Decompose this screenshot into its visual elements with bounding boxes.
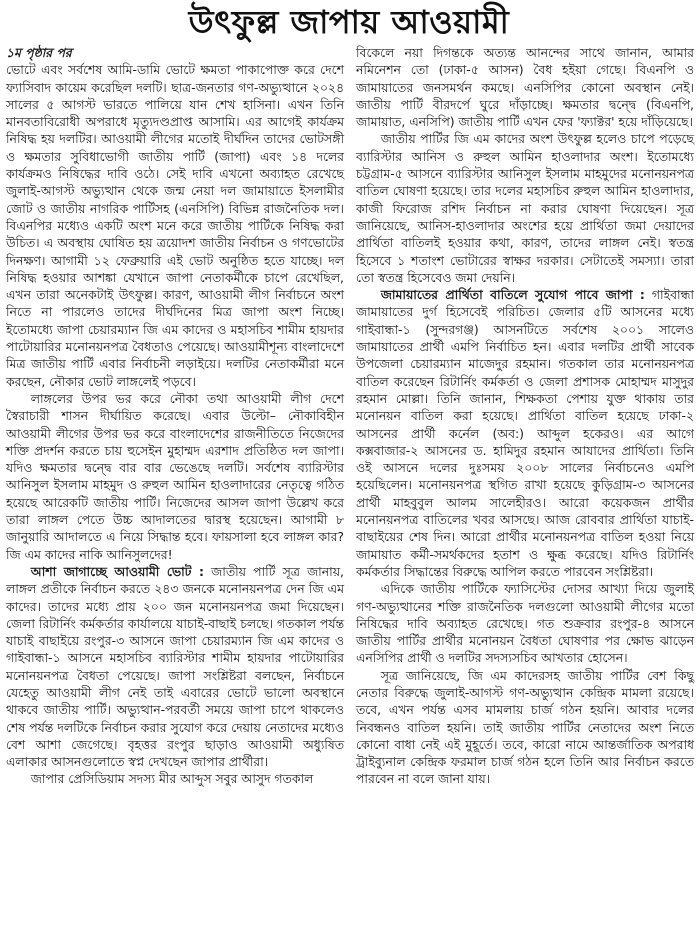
paragraph-text: জাতীয় পার্টি সূত্র জানায়, লাঙ্গল প্রতীকে নির্বাচন করতে ২৪৩ জনকে মনোনয়নপত্র দেন জি এম কাদের। তাদের মধ্যে প্রায় ২০০ জন মনোনয়নপত্র জমা দিয়েছেন। জেলা রিটার্নিং কর্মকর্তার কার্যালয়ে যাচাই-বাছাই চলছে। গতকাল পর্যন্ত যাচাই বাছাইয়ে রংপুর-৩ আসনে জাপা চেয়ারম্যান জি এম কাদের ও গাইবান্ধা-১ আসনে মহাসচিব ব্যারিস্টার শামীম হায়দার পাটোয়ারির মনোনয়নপত্র বৈধতা পেয়েছে। জাপা সংশ্লিষ্টরা বলছেন, নির্বাচনে যেহেতু আওয়ামী লীগ নেই তাই এবারের ভোটে ভালো অবস্থানে থাকবে জাতীয় পার্টি। অভ্যুত্থান-পরবর্তী সময়ে জাপা চাপে থাকলেও শেষ পর্যন্ত দলটিকে নির্বাচন করার সুযোগ করে দেয়ায় নেতাদের মধ্যেও বেশ আশা জেগেছে। বৃহত্তর রংপুর ছাড়াও আওয়ামী অধ্যুষিত এলাকার আসনগুলোতে স্বপ্ন দেখছেন জাপার প্রার্থীরা।	[6, 563, 344, 770]
continuation-kicker: ১ম পৃষ্ঠার পর	[6, 45, 72, 60]
paragraph-text: গাইবান্ধা জামায়াতের দুর্গ হিসেবেই পরিচিত। জেলার ৫টি আসনের মধ্যে গাইবান্ধা-১ (সুন্দরগঞ্জ) আসনটিতে সর্বশেষ ২০০১ সালেও জামায়াতের প্রার্থী এমপি নির্বাচিত হন। এবার দলটির প্রার্থী সাবেক উপজেলা চেয়ারম্যান মাজেদুর রহমান। গতকাল তার মনোনয়নপত্র বাতিল করেছেন রিটার্নিং কর্মকর্তা ও জেলা প্রশাসক মোহাম্মদ মাসুদুর রহমান মোল্লা। তিনি জানান, শিক্ষকতা পেশায় যুক্ত থাকায় তার মনোনয়ন বাতিল করা হয়েছে। প্রার্থিতা বাতিল হয়েছে ঢাকা-২ আসনের প্রার্থী কর্নেল (অব:) আব্দুল হকেরও। এর আগে কক্সবাজার-২ আসনের ড. হামিদুর রহমান আযাদের প্রার্থিতা। তিনি ওই আসনে দলের দুঃসময় ২০০৮ সালের নির্বাচনেও এমপি হয়েছিলেন। মনোনয়নপত্র স্থগিত রাখা হয়েছে কুড়িগ্রাম-৩ আসনের প্রার্থী মাহবুবুল আলম সালেহীরও। আরো কয়েকজন প্রার্থীর মনোনয়নপত্র বাতিলের খবর আসছে। আজ রোববার প্রার্থিতা যাচাই-বাছাইয়ের শেষ দিন। আরো প্রার্থীর মনোনয়নপত্র বাতিল হওয়া নিয়ে জামায়াত কর্মী-সমর্থকদের হতাশ ও ক্ষুব্ধ করেছে। যদিও রিটার্নিং কর্মকর্তার সিদ্ধান্তের বিরুদ্ধে আপিল করতে পারবেন সংশ্লিষ্টরা।	[356, 287, 694, 579]
paragraph	[6, 563, 344, 771]
paragraph: এদিকে জাতীয় পার্টিকে ফ্যাসিস্টের দোসর আখ্যা দিয়ে জুলাই গণ-অভ্যুত্থানের শক্তি রাজনৈতিক দলগুলো আওয়ামী লীগের মতো নিষিদ্ধের দাবি অব্যাহত রেখেছে। গত শুক্রবার রংপুর-৪ আসনে জাতীয় পার্টির প্রার্থীর মনোনয়ন বৈধতা ঘোষণার পর ক্ষোভ ঝাড়েন এনসিপির প্রার্থী ও দলটির সদস্যসচিব আখতার হোসেন।	[356, 581, 694, 666]
paragraph: বিকেলে নয়া দিগন্তকে অত্যন্ত আনন্দের সাথে জানান, আমার নমিনেশন তো (ঢাকা-৫ আসন) বৈধ হইয়া গেছে। বিএনপি ও জামায়াতের জনসমর্থন কমছে। এনসিপির কোনো অবস্থান নেই। জাতীয় পার্টি বীরদর্পে ঘুরে দাঁড়াচ্ছে। ক্ষমতার দ্বন্দ্বে (বিএনপি, জামায়াত, এনসিপি) জাতীয় পার্টি এখন ফের 'ফ্যাক্টর' হয়ে দাঁড়িয়েছে।	[356, 45, 694, 130]
paragraph	[356, 286, 694, 580]
subhead: জামায়াতের প্রার্থিতা বাতিলে সুযোগ পাবে জাপা :	[380, 287, 645, 303]
paragraph: ভোটে এবং সর্বশেষ আমি-ডামি ভোটে ক্ষমতা পাকাপোক্ত করে দেশে ফ্যাসিবাদ কায়েম করেছিল দলটি। ছাত্র-জনতার গণ-অভ্যুত্থানে ২০২৪ সালের ৫ আগস্ট ভারতে পালিয়ে যান শেখ হাসিনা। এখন তিনি মানবতাবিরোধী অপরাধে মৃত্যুদণ্ডপ্রাপ্ত আসামি। এর আগেই কার্যক্রম নিষিদ্ধ হয় দলটির। আওয়ামী লীগের মতোই দীর্ঘদিন তাদের ভোটসঙ্গী ও ক্ষমতার সুবিধাভোগী জাতীয় পার্টি (জাপা) এবং ১৪ দলের কার্যক্রমও নিষিদ্ধের দাবি ওঠে। সেই দাবি এখনো অব্যাহত রেখেছে জুলাই-আগস্ট অভ্যুত্থান থেকে জন্ম নেয়া দল জামায়াতে ইসলামীর জোট ও জাতীয় নাগরিক পার্টিসহ (এনসিপি) বিভিন্ন রাজনৈতিক দল। বিএনপির মধ্যেও একটি অংশ মনে করে জাতীয় পার্টিকে নিষিদ্ধ করা উচিত। এ অবস্থায় ঘোষিত হয় ত্রয়োদশ জাতীয় নির্বাচন ও গণভোটের দিনক্ষণ। আগামী ১২ ফেব্রুয়ারি এই ভোট অনুষ্ঠিত হতে যাচ্ছে। দল নিষিদ্ধ হওয়ার আশঙ্কা যেখানে জাপা নেতাকর্মীকে চাপে রেখেছিল, এখন তারা অনেকটাই উৎফুল্ল। কারণ, আওয়ামী লীগ নির্বাচনে অংশ নিতে না পারলেও তাদের দীর্ঘদিনের মিত্র জাপা অংশ নিচ্ছে। ইতোমধ্যে জাপা চেয়ারম্যান জি এম কাদের ও মহাসচিব শামীম হায়দার পাটোয়ারির মনোনয়নপত্র বৈধতাও পেয়েছে। আওয়ামীশূন্য বাংলাদেশে মিত্র জাতীয় পার্টি এবার নির্বাচনী লড়াইয়ে। দলটির নেতাকর্মীরা মনে করছেন, নৌকার ভোট লাঙ্গলেই পড়বে।	[6, 62, 344, 389]
paragraph: লাঙ্গলের উপর ভর করে নৌকা তথা আওয়ামী লীগ দেশে স্বৈরাচারী শাসন দীর্ঘায়িত করেছে। এবার উল্টো– নৌকাবিহীন আওয়ামী লীগের উপর ভর করে বাংলাদেশের রাজনীতিতে নিজেদের শক্তি প্রদর্শন করতে চায় হুসেইন মুহাম্মদ এরশাদ প্রতিষ্ঠিত দল জাপা। যদিও ক্ষমতার দ্বন্দ্বে বার বার ভেঙেছে দলটি। সর্বশেষ ব্যারিস্টার আনিসুল ইসলাম মাহমুদ ও রুহুল আমিন হাওলাদারের নেতৃত্বে গঠিত হয়েছে আরেকটি জাতীয় পার্টি। নিজেদের আসল জাপা উল্লেখ করে তারা লাঙ্গল পেতে উচ্চ আদালতের দ্বারস্থ হয়েছেন। আগামী ৮ জানুয়ারি আদালতে এ নিয়ে সিদ্ধান্ত হবে। ফায়সালা হবে লাঙ্গল কার? জি এম কাদের নাকি আনিসুলদের!	[6, 390, 344, 562]
left-column	[6, 44, 344, 788]
paragraph: সূত্র জানিয়েছে, জি এম কাদেরসহ জাতীয় পার্টির বেশ কিছু নেতার বিরুদ্ধে জুলাই-আগস্ট গণ-অভ্যুত্থান কেন্দ্রিক মামলা রয়েছে। তবে, এখন পর্যন্ত এসব মামলায় চার্জ গঠন হয়নি। আবার দলের নিবন্ধনও বাতিল হয়নি। তাই জাতীয় পার্টির নেতাদের অংশ নিতে কোনো বাধা নেই এই মুহূর্তে। তবে, কারো নামে আন্তর্জাতিক অপরাধ ট্রাইব্যুনাল কেন্দ্রিক ফরমাল চার্জ গঠন হলে তিনি আর নির্বাচন করতে পারবেন না বলে জানা যায়।	[356, 667, 694, 787]
headline: উৎফুল্ল জাপায় আওয়ামী	[188, 3, 510, 41]
paragraph: জাপার প্রেসিডিয়াম সদস্য মীর আব্দুস সবুর আসুদ গতকাল	[30, 771, 314, 787]
subhead: আশা জাগাচ্ছে আওয়ামী ভোট :	[30, 563, 204, 579]
right-column	[356, 44, 694, 788]
paragraph: জাতীয় পার্টির জি এম কাদের অংশ উৎফুল্ল হলেও চাপে পড়েছে ব্যারিস্টার আনিস ও রুহুল আমিন হাওলাদার অংশ। ইতোমধ্যে চট্টগ্রাম-৫ আসনে ব্যারিস্টার আনিসুল ইসলাম মাহমুদের মনোনয়নপত্র বাতিল ঘোষণা হয়েছে। তার দলের মহাসচিব রুহুল আমিন হাওলাদার, কাজী ফিরোজ রশিদ নির্বাচন না করার ঘোষণা দিয়েছেন। সূত্র জানিয়েছে, আনিস-হাওলাদার অংশের হয়ে প্রার্থিতা জমা দেয়াদের প্রার্থিতা বাতিলই হওয়ার কথা, কারণ, তাদের লাঙ্গল নেই। স্বতন্ত্র হিসেবে ১ শতাংশ ভোটারের স্বাক্ষর দরকার। সেটাতেই সমস্যা। তারা তো স্বতন্ত্র হিসেবেও জমা দেয়নি।	[356, 131, 694, 285]
